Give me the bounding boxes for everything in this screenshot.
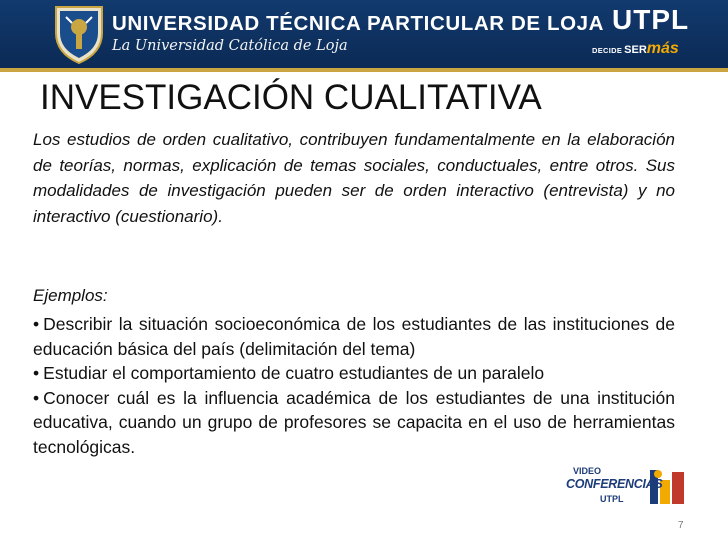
university-crest-icon <box>52 3 106 65</box>
logo-video-text: VIDEO <box>573 466 602 476</box>
tagline-decide: DECIDE <box>592 46 623 55</box>
intro-paragraph: Los estudios de orden cualitativo, contribuyen fundamentalmente en la elaboración de teorías, normas, explicación de temas sociales, conductuales, entre otros. Sus modalidades de investigación pueden ser de orden interactivo (entrevista) y no interactivo (cuestionario). <box>33 130 675 226</box>
logo-conferencias-text: CONFERENCIAS <box>566 477 663 491</box>
example-item: • Describir la situación socioeconómica de los estudiantes de las instituciones de educación básica del país (delimitación del tema) <box>33 312 675 361</box>
logo-utpl-text: UTPL <box>600 494 624 504</box>
brand-logo: UTPL <box>612 4 690 35</box>
university-name: UNIVERSIDAD TÉCNICA PARTICULAR DE LOJA <box>112 12 605 35</box>
brand-tagline <box>592 40 679 58</box>
page-number: 7 <box>678 520 684 531</box>
example-item: • Conocer cuál es la influencia académica de los estudiantes de una institución educativa, cuando un grupo de profesores se capacita en el uso de herramientas tecnológicas. <box>33 386 675 460</box>
tagline-mas: más <box>646 40 679 57</box>
slide-title: INVESTIGACIÓN CUALITATIVA <box>40 78 542 117</box>
tagline-ser: SER <box>624 44 647 56</box>
examples-list <box>33 312 675 459</box>
example-item: • Estudiar el comportamiento de cuatro estudiantes de un paralelo <box>33 361 675 386</box>
header-banner <box>0 0 728 72</box>
university-subtitle: La Universidad Católica de Loja <box>112 38 348 54</box>
examples-label: Ejemplos: <box>33 286 108 305</box>
